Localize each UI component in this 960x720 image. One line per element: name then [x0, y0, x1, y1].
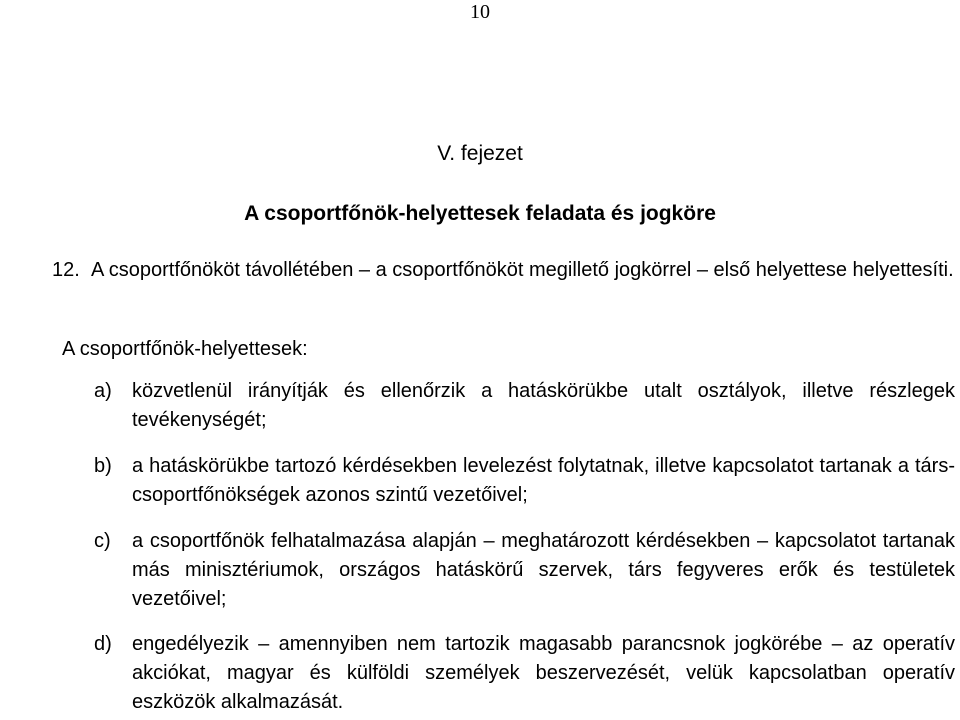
- list-item-text: közvetlenül irányítják és ellenőrzik a hatáskörükbe utalt osztályok, illetve részlegek tevékenységét;: [132, 380, 955, 431]
- list-marker: d): [94, 633, 112, 655]
- paragraph-12: [0, 256, 955, 285]
- list-item-text: a csoportfőnök felhatalmazása alapján – meghatározott kérdésekben – kapcsolatot tartanak más minisztériumok, országos hatáskörű szervek, társ fegyveres erők és testületek vezetőivel;: [132, 530, 955, 610]
- list-marker: a): [94, 380, 112, 402]
- paragraph-number: 12.: [52, 259, 80, 281]
- chapter-heading: V. fejezet: [437, 142, 523, 165]
- section-title: A csoportfőnök-helyettesek feladata és jogköre: [244, 202, 716, 225]
- list-item-c: [94, 527, 955, 614]
- list-item-b: [94, 452, 955, 510]
- list-marker: c): [94, 530, 111, 552]
- list-marker: b): [94, 455, 112, 477]
- list-item-text: a hatáskörükbe tartozó kérdésekben levelezést folytatnak, illetve kapcsolatot tartanak a társ-csoportfőnökségek azonos szintű vezetőivel;: [132, 455, 955, 506]
- list-item-text: engedélyezik – amennyiben nem tartozik magasabb parancsnok jogkörébe – az operatív akciókat, magyar és külföldi személyek beszervezését, velük kapcsolatban operatív eszközök alkalmazását.: [132, 633, 955, 713]
- list-item-a: [94, 377, 955, 435]
- list-item-d: [94, 630, 955, 717]
- paragraph-text: A csoportfőnököt távollétében – a csoportfőnököt megillető jogkörrel – első helyettese helyettesíti.: [90, 259, 954, 281]
- page-number: 10: [470, 1, 490, 23]
- list-intro: A csoportfőnök-helyettesek:: [62, 338, 308, 360]
